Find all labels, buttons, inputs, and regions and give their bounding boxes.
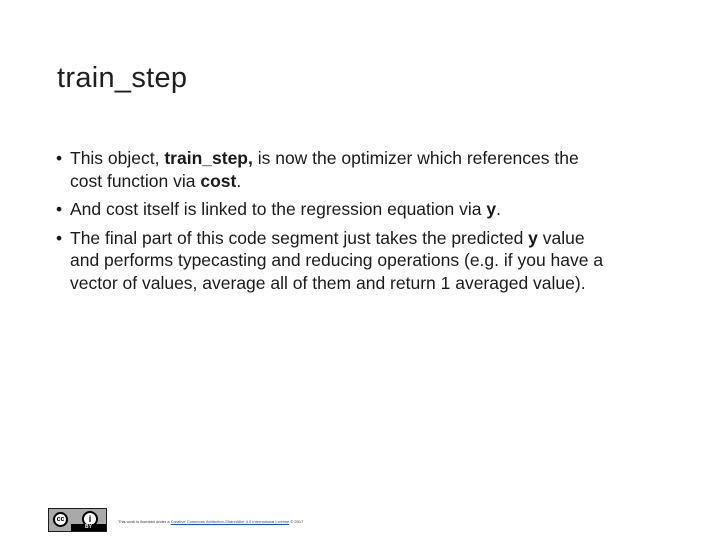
- bullet-bold-term: y: [486, 199, 497, 219]
- bullet-line: [70, 170, 696, 193]
- bullet-line: and performs typecasting and reducing operations (e.g. if you have a: [70, 250, 604, 270]
- slide-footer: [48, 508, 348, 534]
- bullet-line: [70, 147, 696, 170]
- bullet-bold-term: train_step,: [164, 148, 253, 168]
- bullet-text: cost function via: [70, 170, 201, 191]
- bullet-marker: •: [56, 148, 63, 168]
- attribution-icon: i: [82, 511, 98, 527]
- bullet-item: [56, 227, 696, 295]
- slide-title: train_step: [57, 62, 188, 94]
- license-text-prefix: This work is licensed under a: [118, 519, 171, 524]
- bullet-item: [56, 198, 696, 221]
- bullet-marker: •: [56, 227, 63, 248]
- bullet-text: value: [537, 227, 585, 248]
- bullet-text: This object,: [70, 148, 165, 168]
- bullet-line: vector of values, average all of them and return 1 averaged value).: [70, 272, 586, 293]
- bullet-bold-term: y: [528, 227, 538, 248]
- bullet-marker: •: [56, 199, 63, 219]
- bullet-text: And cost itself is linked to the regression equation via: [70, 199, 487, 219]
- bullet-line: [70, 227, 696, 250]
- bullet-text: .: [236, 170, 242, 191]
- bullet-text: is now the optimizer which references the: [252, 148, 579, 168]
- bullet-list: [56, 147, 696, 300]
- badge-by-label: BY: [71, 524, 106, 531]
- license-text-suffix: © 2017: [289, 519, 304, 524]
- bullet-text: .: [496, 199, 501, 219]
- bullet-item: [56, 147, 696, 192]
- creative-commons-icon: cc: [53, 512, 68, 527]
- cc-by-license-badge[interactable]: [48, 508, 107, 532]
- bullet-text: The final part of this code segment just takes the predicted: [70, 227, 529, 248]
- license-link[interactable]: Creative Commons Attribution-ShareAlike 4.0 International License: [170, 519, 290, 524]
- bullet-bold-term: cost: [200, 170, 237, 191]
- license-notice: [118, 519, 303, 524]
- bullet-line: [70, 198, 696, 221]
